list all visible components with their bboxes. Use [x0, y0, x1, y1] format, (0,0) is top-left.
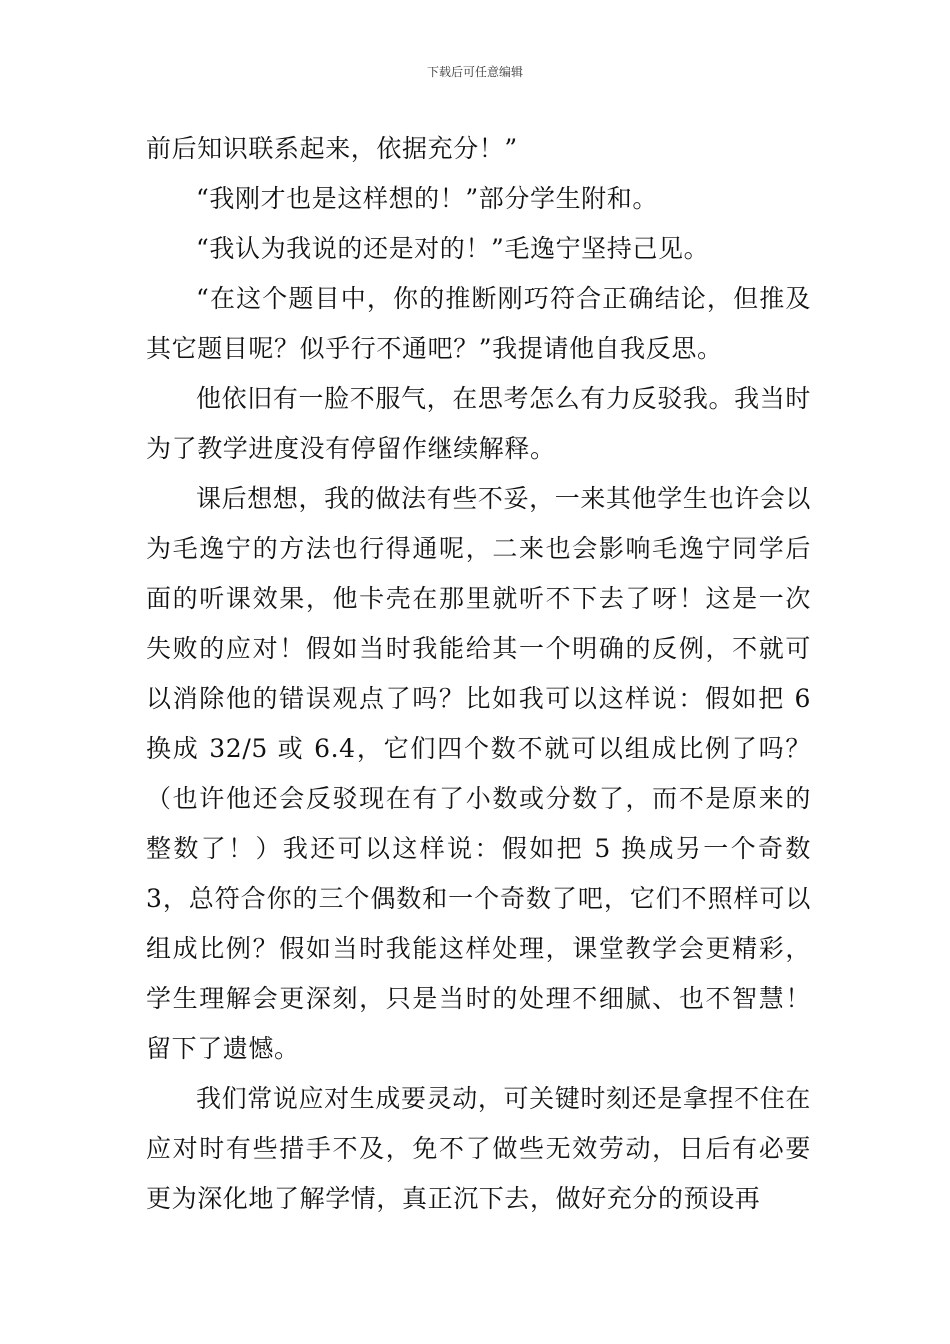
document-body [146, 124, 811, 1224]
paragraph-5: 他依旧有一脸不服气，在思考怎么有力反驳我。我当时为了教学进度没有停留作继续解释。 [146, 384, 811, 463]
paragraph-1: 前后知识联系起来，依据充分！” [146, 134, 518, 163]
paragraph-2: “我刚才也是这样想的！”部分学生附和。 [196, 184, 658, 213]
paragraph-7: 我们常说应对生成要灵动，可关键时刻还是拿捏不住在应对时有些措手不及，免不了做些无效劳动，日后有必要更为深化地了解学情，真正沉下去，做好充分的预设再 [146, 1084, 811, 1213]
paragraph-6: 课后想想，我的做法有些不妥，一来其他学生也许会以为毛逸宁的方法也行得通呢，二来也会影响毛逸宁同学后面的听课效果，他卡壳在那里就听不下去了呀！这是一次失败的应对！假如当时我能给其一个明确的反例，不就可以消除他的错误观点了吗？比如我可以这样说：假如把 6 换成 32/5 或 6.4，它们四个数不就可以组成比例了吗？（也许他还会反驳现在有了小数或分数了，而不是原来的整数了！）我还可以这样说：假如把 5 换成另一个奇数 3，总符合你的三个偶数和一个奇数了吧，它们不照样可以组成比例？假如当时我能这样处理，课堂教学会更精彩，学生理解会更深刻，只是当时的处理不细腻、也不智慧！留下了遗憾。 [146, 484, 811, 1063]
paragraph-4: “在这个题目中，你的推断刚巧符合正确结论，但推及其它题目呢？似乎行不通吧？”我提请他自我反思。 [146, 284, 811, 363]
paragraph-3: “我认为我说的还是对的！”毛逸宁坚持己见。 [196, 234, 710, 263]
page-header: 下载后可任意编辑 [426, 65, 523, 79]
